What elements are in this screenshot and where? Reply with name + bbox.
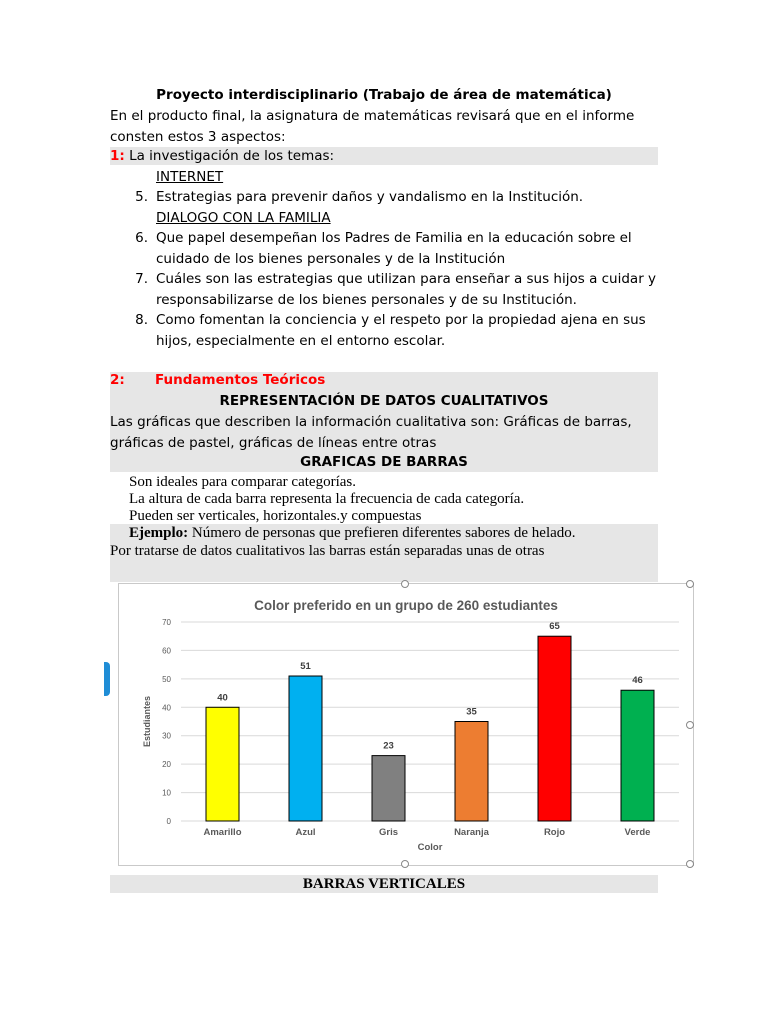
example-text: Número de personas que prefieren diferentes sabores de helado. bbox=[191, 525, 576, 541]
resize-handle-right[interactable] bbox=[686, 721, 694, 729]
section-2-row bbox=[110, 370, 658, 391]
y-tick-label: 70 bbox=[162, 618, 171, 627]
data-label: 40 bbox=[217, 692, 228, 704]
example-label: Ejemplo: bbox=[129, 525, 189, 541]
internet-heading: INTERNET bbox=[156, 169, 224, 185]
data-label: 65 bbox=[549, 621, 560, 633]
section-1-row bbox=[110, 147, 658, 165]
bullet-item: Pueden ser verticales, horizontales.y compuestas bbox=[129, 508, 422, 524]
bullet-item: La altura de cada barra representa la frecuencia de cada categoría. bbox=[129, 491, 525, 507]
data-label: 23 bbox=[383, 740, 394, 752]
bar bbox=[621, 690, 654, 821]
bar bbox=[455, 722, 488, 822]
separation-note: Por tratarse de datos cualitativos las barras están separadas unas de otras bbox=[110, 543, 545, 559]
y-tick-label: 10 bbox=[162, 788, 171, 798]
chart-container[interactable] bbox=[118, 583, 694, 866]
list-item-7-text: Cuáles son las estrategias que utilizan para enseñar a sus hijos a cuidar y responsabilizarse de los bienes personales y de su Institución. bbox=[156, 271, 657, 308]
chart-title: Color preferido en un grupo de 260 estudiantes bbox=[254, 598, 558, 613]
y-tick-label: 20 bbox=[162, 760, 171, 770]
y-axis-label: Estudiantes bbox=[142, 695, 152, 748]
intro-paragraph: En el producto final, la asignatura de matemáticas revisará que en el informe consten estos 3 aspectos: bbox=[110, 108, 635, 145]
bar bbox=[538, 636, 571, 821]
section-1-label: La investigación de los temas: bbox=[129, 148, 335, 164]
x-tick-label: Amarillo bbox=[203, 827, 242, 838]
list-item-5-number: 5. bbox=[135, 189, 148, 205]
y-tick-label: 50 bbox=[162, 674, 171, 684]
list-item-5-text: Estrategias para prevenir daños y vandalismo en la Institución. bbox=[156, 189, 584, 205]
bullet-item: Son ideales para comparar categorías. bbox=[129, 474, 356, 490]
list-item-8-text: Como fomentan la conciencia y el respeto por la propiedad ajena en sus hijos, especialmente en el entorno escolar. bbox=[156, 312, 646, 349]
resize-handle-bottom-right[interactable] bbox=[686, 860, 694, 868]
resize-handle-top[interactable] bbox=[401, 580, 409, 588]
document-title: Proyecto interdisciplinario (Trabajo de área de matemática) bbox=[156, 87, 612, 103]
example-line bbox=[129, 525, 659, 542]
section-2-number: 2: bbox=[110, 372, 125, 388]
chart-caption: BARRAS VERTICALES bbox=[110, 875, 658, 893]
list-item-7-number: 7. bbox=[135, 271, 148, 287]
bar bbox=[289, 676, 322, 821]
resize-handle-top-right[interactable] bbox=[686, 580, 694, 588]
y-tick-label: 0 bbox=[166, 817, 171, 826]
x-tick-label: Verde bbox=[624, 827, 651, 838]
list-item-6-number: 6. bbox=[135, 230, 148, 246]
data-label: 51 bbox=[300, 661, 311, 673]
bar-chart bbox=[119, 584, 693, 865]
resize-handle-bottom[interactable] bbox=[401, 860, 409, 868]
representacion-paragraph: Las gráficas que describen la información cualitativa son: Gráficas de barras, gráficas de pastel, gráficas de líneas entre otras bbox=[110, 414, 632, 451]
y-tick-label: 40 bbox=[162, 703, 171, 713]
x-tick-label: Gris bbox=[378, 827, 399, 838]
list-item-8-number: 8. bbox=[135, 312, 148, 328]
bullet-list bbox=[129, 474, 659, 525]
dialogo-heading: DIALOGO CON LA FAMILIA bbox=[156, 210, 331, 226]
list-item-6-text: Que papel desempeñan los Padres de Familia en la educación sobre el cuidado de los bienes personales y de la Institución bbox=[156, 230, 632, 267]
bar bbox=[372, 756, 405, 821]
x-tick-label: Naranja bbox=[454, 827, 489, 838]
y-tick-label: 60 bbox=[162, 646, 171, 656]
section-1-number: 1: bbox=[110, 148, 125, 164]
heading-representacion: REPRESENTACIÓN DE DATOS CUALITATIVOS bbox=[219, 393, 549, 409]
data-label: 46 bbox=[632, 675, 643, 687]
x-tick-label: Azul bbox=[295, 827, 316, 838]
layout-options-tab[interactable] bbox=[104, 662, 110, 696]
y-tick-label: 30 bbox=[162, 731, 171, 741]
heading-graficas-barras: GRAFICAS DE BARRAS bbox=[300, 454, 468, 470]
data-label: 35 bbox=[466, 706, 477, 718]
x-tick-label: Rojo bbox=[543, 827, 566, 838]
bar bbox=[206, 707, 239, 821]
x-axis-label: Color bbox=[417, 842, 443, 853]
section-2-label: Fundamentos Teóricos bbox=[155, 372, 326, 388]
